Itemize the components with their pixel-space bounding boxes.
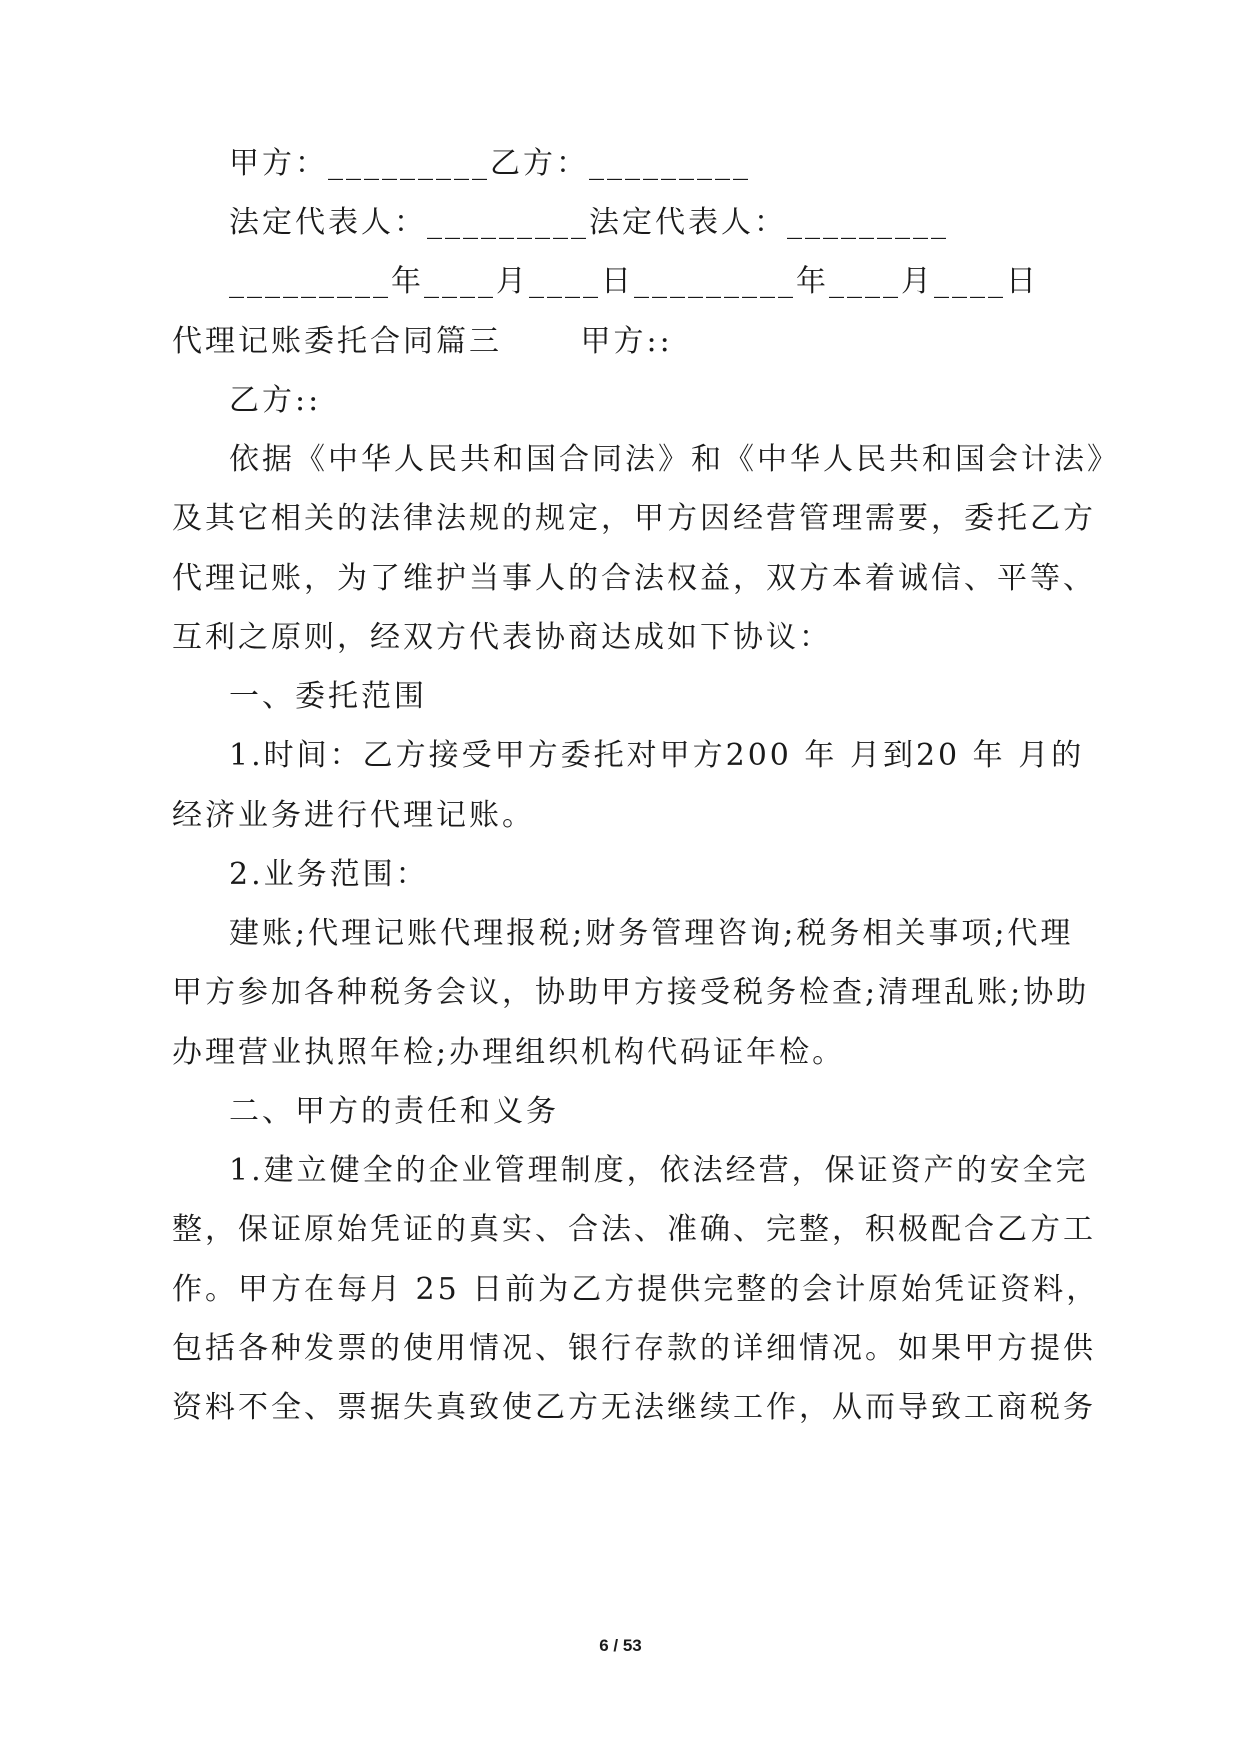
paragraph-line: 作。甲方在每月 25 日前为乙方提供完整的会计原始凭证资料， <box>172 1272 1100 1307</box>
paragraph-line: 1.时间：乙方接受甲方委托对甲方200 年 月到20 年 月的 <box>229 738 1085 773</box>
paragraph-line: 1.建立健全的企业管理制度，依法经营，保证资产的安全完 <box>229 1153 1089 1188</box>
paragraph-line: 资料不全、票据失真致使乙方无法继续工作，从而导致工商税务 <box>172 1390 1096 1425</box>
paragraph-line: 办理营业执照年检;办理组织机构代码证年检。 <box>172 1035 846 1070</box>
legal-representative-line: 法定代表人：_________法定代表人：_________ <box>229 205 949 240</box>
paragraph-line: 甲方参加各种税务会议，协助甲方接受税务检查;清理乱账;协助 <box>172 975 1090 1010</box>
paragraph-line: 及其它相关的法律法规的规定，甲方因经营管理需要，委托乙方 <box>172 501 1096 536</box>
party-a-b-signature-line: 甲方：_________乙方：_________ <box>229 146 751 181</box>
section-heading-scope: 一、委托范围 <box>229 679 427 714</box>
date-line: _________年____月____日_________年____月____日 <box>229 264 1039 299</box>
paragraph-line: 2.业务范围： <box>229 857 429 892</box>
paragraph-line: 互利之原则，经双方代表协商达成如下协议： <box>172 620 832 655</box>
section-heading-duties: 二、甲方的责任和义务 <box>229 1094 559 1129</box>
section-heading-contract-3: 代理记账委托合同篇三 甲方:: <box>172 324 673 359</box>
page-number: 6 / 53 <box>599 1636 642 1655</box>
paragraph-line: 代理记账，为了维护当事人的合法权益，双方本着诚信、平等、 <box>172 561 1096 596</box>
party-b-line: 乙方:: <box>229 383 322 418</box>
paragraph-line: 整，保证原始凭证的真实、合法、准确、完整，积极配合乙方工 <box>172 1212 1096 1247</box>
paragraph-line: 包括各种发票的使用情况、银行存款的详细情况。如果甲方提供 <box>172 1331 1096 1366</box>
paragraph-line: 建账;代理记账代理报税;财务管理咨询;税务相关事项;代理 <box>229 916 1074 951</box>
paragraph-line: 经济业务进行代理记账。 <box>172 798 535 833</box>
paragraph-line: 依据《中华人民共和国合同法》和《中华人民共和国会计法》 <box>229 442 1120 477</box>
